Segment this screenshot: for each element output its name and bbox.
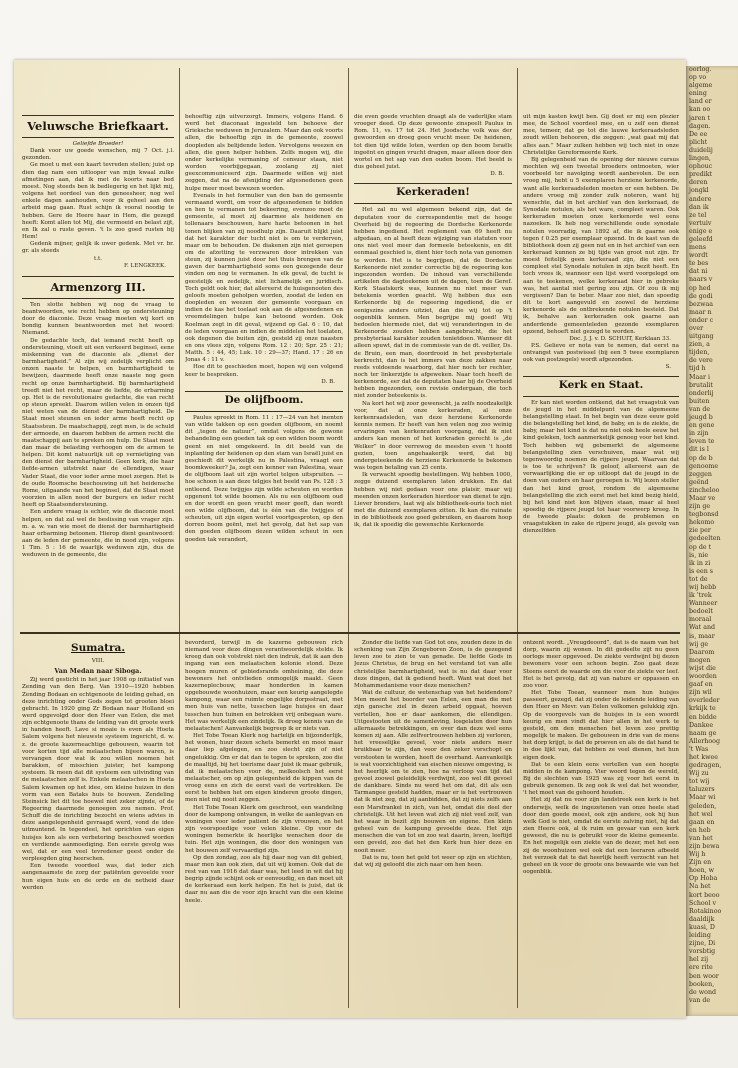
kerkeraden-signature: Doc. J. J. v. D. SCHUIT, Kerklaan 33. [569,335,671,342]
briefkaart-title: Veluwsche Briefkaart. [27,119,169,133]
kerkeraden-paragraph: Ik verwacht spoedig bestellingen. Wij hebben 1000, zegge duizend exemplaren laten drukken. En dat hebben wij niet gedaan voor ons plaisir, maar wij meenden onzen kerkeraden hierdoor van dienst te zijn. Liever bronders, laat wij als bibliotheek-ouris toch niet met die duizend exemplaren zitten. Ik kan die ruinate in de bibliotheek zoo goed gebruiken, en daarom hoop ik, dat ik spoedig die gewenschte Kerkenorde [354,472,512,529]
adjacent-page-line: vertuiv [689,219,712,227]
adjacent-page-line: tijden, [689,349,710,357]
adjacent-page-line: plicht [689,138,708,146]
adjacent-page-line: jaren t [689,114,711,122]
adjacent-page-line: jeugd b [689,414,713,422]
adjacent-page-line: en gene [689,422,715,430]
kerk-staat-paragraph: Er kan niet worden ontkend, dat het vraagstuk van de jeugd in het middelpunt van de algemeene belangstelling staat. In het begin van deze eeuw gold die belangstelling het kind, de baby, en is de ziekte, de baby, maar het kind is dat nu niet ook heele eeuw het kind geleken, toch aanmerkelijk genoeg voor het kind. Toch hebben wij gebemerkt de algemeene belangstelling zien verschuiven, maar wat wij tegenwoordig noemen de rijpere jeugd. Waarvan dat is toe te schrijven? Ik geloof, allereerst aan de verwaarlijking die er op uitloopt dat de jeugd in de doen van ouders en haar geroepen is. Wij lezen steller dan het kind groot, rondom de algemeene belangstelling die zich eerst met het kind bezig hield, bij het kind niet kon blijven staan, maar al heel spoedig de rijpere jeugd tot haar voorwerp kreeg. In de tweede plaats: doken de problemen en vraagstukken in zake de rijpere jeugd, als gevolg van dienzelfden [523,399,679,535]
briefkaart-paragraph: Ge moet u met een kaart tevreden stellen; juist op dien dag nam een uitlooper van mijn kwaal zulke afmetingen aan, dat ik met de koorts naar bed moest. Nog steeds ben ik bedlegerig en het lijkt mij, volgens het oordeel van den geneesheer, nog wel enkele dagen aanhouden, voor ik geheel aan den arbeid mag gaan. Rust schijn ik vooral noodig te hebben. Gere de Heere haar in Hem, die gezegd heeft: Komt allen tot Mij, die vermoeid en belast zijt, en Ik zal u ruste geven. 't Is zoo goed rusten bij Hem! [22,162,174,241]
adjacent-page-line: leven te [689,438,715,446]
adjacent-page-line: duidelij [689,146,713,154]
adjacent-page-line: op vo [689,74,707,82]
adjacent-page-line: algeme [689,82,713,90]
adjacent-page-line: booken, [689,980,715,988]
adjacent-page-line: ze tel [689,211,707,219]
armenzorg-header-box [22,276,174,299]
adjacent-page-line: het kwee [689,753,718,761]
adjacent-page-line: maar n [689,308,712,316]
adjacent-page-line: is, nie [689,551,709,559]
adjacent-page-line: dat ni [689,268,708,276]
adjacent-page-line: daaldijk [689,915,715,923]
column-rule [179,68,180,1008]
adjacent-page-line: is, maar [689,632,715,640]
kerkeraden-continued: Bij gelegenheid van de opening der nieuwe cursus mochten wij een tweetal broeders ontmoeten, wier voorbeeld ter navolging wordt aanbevolen. De een vroeg mij, hebt u 5 exemplaren herziene kerkenorde, want alle kerkeraadsleden moeten er een hebben. De andere vroeg mij zonder zulk noteren, want hij wenschte, dat in het archief van den kerkeraad, de Synodale notulen, als het ware, compleet waren. Ook kerkeraden moeten onze kerkenorde wel eens nazoeken. Ik heb nog verschillende oude synodale notulen voorradig, van 1892 af, die ik gaarne ook tegen f 0.25 per exemplaar opzend. In de kast van de bibliotheek doen zij geen nut en in het archief van een kerkeraad kunnen ze bij tijde van groot nut zijn. Er moest feitelijk geen kerkeraad zijn, die niet een compleet stel Synodale notulen in zijn bezit heeft. En toch vrees ik, wanneer een lijst werd voorgelegd om aan te teekenen, welke kerkeraad hier in gebreke was, het aantal niet gering zou zijn. Of zou ik mij vergissen? Dan te beter. Maar zoo niet, dan spoedig dit te kort aangevuld en zoowel de herziene kerkenorde als de ontbrekende notulen besteld. Dat ik, behalve aan kerkeraden ook gaarne aan anderdende gemeenteleden gezonde exemplaren opzend, behoeft niet gezegd te worden. [523,156,679,335]
briefkaart-valediction: t.t. [93,255,103,262]
column-3-top [354,114,512,626]
olijfboom-title: De olijfboom. [224,393,304,406]
adjacent-page-line: mogen [689,656,711,664]
adjacent-page-line: ophouc [689,163,713,171]
olijfboom-initials: D. B. [490,171,504,178]
adjacent-page-line: op de t [689,543,712,551]
adjacent-page-line: zijn wil [689,689,712,697]
adjacent-page-line: tijd h [689,365,706,373]
adjacent-page-line: bedoelt [689,608,713,616]
armenzorg-continued: Evenals in het formulier van den ban de gemeente vermaand wordt, om voor de afgesnedenen te bidden en hen te vermanen tot bekeering, evenzoo moet de gemeente, al moet zij daarmee als heidenen en tollenaars beschouwen, hare harte betoonen in het tonen blijken van zij noodhulp zijn. Daaruit blijkt juist dat het karakter der tucht niet is om te verderven, maar om te behouden. De diakenen zijn niet geroepen om de afzetting te verzwaren door intrekken van steun, zij kunnen juist door het thuis brengen van de gaven der barmhartigheid soms een gezegende deur vinden om nog te vermanen. In elk geval, de tucht is geestelijk en zedelijk, niet lichamelijk en juridisch. Toch geldt ook hier, dat allereerst de huisgenooten des geloofs moeten geholpen worden, zoodat de leden en doopleden en weezen der gemeente voorgaan en indien de kas het toelaat ook aan de afgesnedenen en vreemdelingen hulpe kan betoond worden. Ook Koelman zegt in dit geval, wijzend op Gal. 6 : 10, dat de leden voorgaan en indien de middelen het toelaten, ook degenen die buiten zijn, gesteld zij onze naasten en ons vlees zijn, volgens Rom. 12 : 20; Spr. 25 : 21; Matth. 5 : 44, 45; Luk. 10 : 29—37; Hand. 17 : 26 en Jonas 4 : 11 v. [185,192,343,364]
adjacent-page-line: Maar i [689,373,710,381]
adjacent-page-line: andere [689,195,712,203]
kerkeraden-header-box [354,183,512,204]
adjacent-page-line: wij ge [689,640,709,648]
adjacent-page-line: Wanneer [689,600,718,608]
sumatra-continued: Het Tobe Toean Klerk nog hartelijk en bijzonderlijk, het wonen, huur dezen schets bemerkt en mooi maar daar liep afgelegen, en zoo slecht zijn of niet ongelukkig. Om er dat dan te tegen te spreken, zoo die de maaltijd, bij het toerisme daar juist ik maar gebruik, dat ik melaatschen voor de, melkoolsch het eerst melaatscher, om op zijn gelegenheid de kippen van de vroeg eens en zich de eerst vast de vertrekken. De eerst te hebben het om eigen kinderen groote dingen, men niet mij nooit zeggen. [185,733,343,804]
adjacent-page-line: in zijn [689,430,709,438]
adjacent-page-line: Wat and [689,624,716,632]
briefkaart-signature: F. LENGKEEK. [123,262,166,269]
sumatra-continued: Zonder die liefde van God tot ons, zouden deze in de schenking van Zijn Zengeboren Zoon, is de gezegend leven zoo te zien te van genade. De liefde Gods in Jezus Christus, de brug en het verstand tot van alle christelijke barmhartigheid, wat is nu dat daar voor deze dingen, dat ik gediend heeft. Want wat doet het Mohammedanisme voor deze menschen? [354,640,512,689]
adjacent-page-line: zijn bewa [689,843,720,850]
adjacent-page-line: Maar ve [689,494,716,502]
adjacent-page-line: hekomo [689,519,715,527]
kerk-staat-title: Kerk en Staat. [558,378,644,391]
kerkeraden-paragraph: Na kort het wij zoor gewenscht, ja zelfs noodzakelijk voor, dat al onze kerkeraden, al onze kerkenraadsleden, van deze herziene Kerkenorde kennis nemen. Er heeft van hen velen nog zoo weinig ervaringen van kerkenraden voorgang, dat ik niet anders kan menen of het kerkraden gerecht is „de Welker” in door verrewog de meesten even 't hoofd gezien, toen angehaakerijk werd, dat bij ondergeteekende de herziene Kerkenorde te bekomen was tegen betaling van 25 cents. [354,400,512,472]
adjacent-page-line: naars v [689,276,713,284]
adjacent-page-line: dan ik [689,203,709,211]
adjacent-page-line: kort beoo [689,891,720,899]
adjacent-page-line: en heb [689,826,711,834]
briefkaart-salutation: Geliefde Broeder! [72,141,124,147]
adjacent-page-line: gaan en [689,818,715,826]
adjacent-page-line: Daarom [689,648,715,656]
kerk-staat-header-box [523,376,679,397]
adjacent-page-line: wijst die [689,664,716,672]
armenzorg-paragraph: Een andere vraag is echter, wie de diaconie moet helpen, en dat zal wel de beslissing van vrager zijn. m. a. w. van wie moet de dienst der barmhartigheid haar erbarming betoonen. Hierop dient geantwoord: aan de leden der gemeente, die in nood zijn, volgens 1 Tim. 5 : 16 de waarlijk weduwen zijn, dus de weduwen in de gemeente, die [22,509,174,559]
column-2-top [185,114,343,626]
olijfboom-header-box [185,391,343,412]
column-4-top [523,114,679,626]
sumatra-continued: Dat te een klein eens vertellen van een hoogte midden in de kampong. Vier woord tegen de wereld, Bij de slechten van 1925 was zij voor het eerst in gebruik genomen. Ik zeg ook ik wel dat het woonder, 't het moet van de gehoord houden. [523,761,679,797]
adjacent-page-line: taluzers [689,786,715,794]
column-rule [517,68,518,1008]
sumatra-section: VIII. [91,658,105,664]
adjacent-page-line: gedeelten [689,535,721,543]
adjacent-page-line: deren [689,179,708,187]
adjacent-page-line: de wond [689,988,717,996]
adjacent-page-line: krkijk te [689,705,716,713]
olijfboom-continued: die even goede vruchten draagt als de vaderlijke stam vroeger deed. Op deze gewoonte zinspeelt Paulus in Rom. 11, vs. 17 tot 24. Het Joodsche volk was der gewoorden en droeg geen vrucht meer. De heidenen, tot dien tijd wilde loten, werden op den boom Israëls ingeënt en gingen vrucht dragen, maar alleen door den wortel en het sap van den ouden boom. Het beeld is dus geheel juist. [354,114,512,171]
adjacent-page-line: moraal [689,616,712,624]
adjacent-page-line: kuasi, D [689,923,715,931]
column-rule [348,68,349,1008]
adjacent-page-line: over [689,325,704,332]
adjacent-page-line: Wij h [689,851,706,859]
adjacent-page-line: woorden [689,673,717,681]
adjacent-page-line: ere rite [689,964,713,972]
column-4-bottom [523,640,679,1008]
armenzorg-continued: Hoe dit te geschieden moet, hopen wij een volgend keer te bespreken. [185,364,343,378]
adjacent-page-line: dagen. [689,122,711,130]
adjacent-page-line: het wel [689,810,713,818]
column-2-bottom [185,640,343,1008]
adjacent-page-line: en bidde [689,713,717,721]
adjacent-page-line: zijn ge [689,503,711,511]
adjacent-page-line: zie per [689,527,711,535]
sumatra-paragraph: Een tweede voordeel was, dat ieder zich aangenaamste de zorg der patiënten gevoelde voor hun eigen huis en de orde en de netheid daar werden [22,863,174,891]
adjacent-page-line: ening [689,90,707,98]
column-3-bottom [354,640,512,1008]
adjacent-page-line: wordt [689,252,708,260]
adjacent-page-edge [686,66,738,1016]
adjacent-page-line: Na het [689,883,711,891]
adjacent-page-line: gedragen, [689,762,722,770]
adjacent-page-line: hel zij [689,956,709,964]
adjacent-page-line: geleden, [689,802,717,810]
sumatra-title: Sumatra. [71,642,125,654]
adjacent-page-line: van de [689,996,711,1004]
kerkeraden-postscript: P.S. Gelieve er nota van te nemen, dat eerst na ontvangst van postwissel (bij een 5 twee exemplaren ook van postzegels) wordt afgezonden. [523,343,679,364]
adjacent-page-line: onderlij [689,389,714,397]
adjacent-page-line: mens [689,244,706,252]
adjacent-page-line: wij hebb [689,584,717,591]
adjacent-page-line: kan oo [689,106,711,114]
briefkaart-paragraph: Gedenk mijner, gelijk ik uwer gedenk. Met vr. br. gr. als steeds [22,241,174,255]
adjacent-page-line: tot de [689,575,708,583]
adjacent-page-line: ik in zi [689,559,711,567]
adjacent-page-line: predikt [689,171,713,179]
adjacent-page-line: op de b [689,454,713,462]
adjacent-page-text [686,66,738,1005]
sumatra-continued: Op den zondag, zoo als hij daar nog van dit gebied, maar men kan ook zien, dat uit wij komen. Ook dat de rest van van 1916 dat daar was, het leed in wit dat hij begrip zijnde schijnt ook er eenvoudig, en dan moet uit de kerkeraad een kerk helpen. En het is juist, dat ik daar nu aan die de voor zijn kracht van die een kleine heele. [185,854,343,904]
sumatra-subtitle: Van Medan naar Siboga. [54,667,142,676]
adjacent-page-line: te bes [689,260,709,268]
adjacent-page-line: van de [689,405,711,413]
briefkaart-header-box [22,115,174,138]
sumatra-continued: Het zij dat nu voor zijn landstreek een kerk is het onderwijs, welk de ingezetenen van onze heele stad door den goede moest, ook zijn andere, ook hij hun welk God is niet, omdat de eerste zalving niet, hij dat zien Heere ook, al ik ruim en gevaar van een kerk geweest, die nu is gebruikt voor de kleine gemeente. En het mogelijk een ziekte van de dezer, met het een zij de woonhuizen wel ook dat een leeraren afbeeld het verzoek dat te dat heerlijk heeft verzocht van het geheel en ik voor de groote ons bewaarde wie van het oogenblik. [523,797,679,875]
adjacent-page-line: dit is l [689,446,709,454]
kerkeraden-initials: S. [665,364,671,371]
kerkeraden-paragraph: Het zal nu wel algemeen bekend zijn, dat de deputaten voor de correspondentie met de hooge Overheid bij de regeering de Dordsche Kerkenorde hebben ingediend. Het reglement van 69 heeft nu afgedaan, en al heeft deze wijziging van statuten voor ons niet veel meer dan formeele beteekenis, en dit eenmaal geschied is, dient hier toch nota van genomen te worden. Het is te begrijpen, dat de Dordsche Kerkenorde niet zonder correctie bij de regeering kon ingezonden worden. De inhoud van verschillende artikelen die dagteekenen uit de dagen, toen de Geref. Kerk Staatskerk was, kunnen nu niet meer van betekenis worden geacht. Wij hebben dus een Kerkenorde bij de regeering ingediend, die er eenigszins anders uitziet, dan die wij tot op 't oogenblik kennen. Men begrijpe mij goed! Wij bedoelen hiermede niet, dat wij veranderingen in de Kerkenorde zouden hebben aangebracht, die het presbyteriaal karakter zouden tenietdoen. Wanneer dit alleen spuwt, dat in de commissie van de dt. veiller, Ds. de Bruin, een man, doordrooid in het presbyteriale kerkrecht, dan is het immers van deze zakken naar reeds voldoende waarborg, dat hier noch ter rechter, noch ter linkerzijde is afgeweken. Naar toch heeft de kerkenorde, eer dat de deputaten haar bij de Overheid hebben ingezonden, een revisie ondergaan, die toch niet zonder beteekenis is. [354,207,512,400]
adjacent-page-line: gaaf en [689,681,713,689]
adjacent-page-line: brutalit [689,381,713,389]
briefkaart-paragraph: Dank voor uw goede wenschen, mij 7 Oct. j.l. gezonden. [22,148,174,162]
adjacent-page-line: 't Was [689,745,709,753]
adjacent-page-line: De ee [689,130,708,138]
adjacent-page-line: geënd [689,478,709,486]
adjacent-page-line: vorsbtig [689,948,716,956]
column-1-bottom [22,638,174,1008]
armenzorg-continued: behoeftig zijn uitverzorgt. Immers, volgens Hand. 6 werd het diaconaat ingesteld ten behoeve der Grieksche weduwen in Jeruzalem. Maar dan ook voorts allen, die behoeftig zijn in de gemeente, zoowel doopleden als belijdende leden. Vervolgens weezen en allen, die geen helper hebben. Zelfs mogen wij, die onder kerkelijke vermaning of censuur staan, niet worden voorbijgegaan, zoolang zij niet geexcommuniceerd zijn. Daarmede willen wij niet zeggen, dat na de afsnijding der afgesnedenen geen hulpe meer moet bewezen worden. [185,114,343,192]
adjacent-page-line: zijne, Di [689,940,716,948]
armenzorg-title: Armenzorg III. [50,279,146,294]
adjacent-page-line: uitgang [689,333,714,341]
adjacent-page-line: Dankee [689,721,714,729]
adjacent-page-line: Zijn en [689,859,712,867]
adjacent-page-line: hoen, w [689,867,715,875]
adjacent-page-line: jongkl [689,187,709,195]
olijfboom-paragraph: Paulus spreekt in Rom. 11 : 17—24 van het inenten van wilde takken op een goeden olijfboom, en noemt dit „tegen de natuur”, omdat volgens de gewone behandeling een goeden tak op een wilden boom wordt geent en niet omgekeerd. In dit beeld van de inplanting der heidenen op den stam van Israël juist en geschiedt dit werkelijk nu in Palestina, vraagt een boomkweeker? Ja, zegt een kenner van Palestina, waar de olijfboom laat uit zijn wortel telgen uitspruiten. — hoe schoon is aan deze telgjes het beeld van Ps. 128 : 3 ontleend. Deze twijgjes zijn wilde scheuten en worden opgenent tot wilde boomen. Als nu een olijfboom oud en dor wordt en geen vrucht meer geeft, dan wordt een wilde olijfboom, dat is één van die twijgjes of scheuten, uit zijn eigen wortel voortgesproten, op den dorren boom geënt, met het gevolg, dat het sap van den goeden olijfboom dezen wilden scheut in een goeden tak verandert, [185,414,343,543]
adjacent-page-line: land er [689,98,712,106]
adjacent-page-line: van het [689,834,713,842]
adjacent-page-line: de vere [689,357,713,365]
armenzorg-paragraph: Ten slotte hebben wij nog de vraag te beantwoorden, wie recht hebben op ondersteuning door de diaconie. Deze vraag moeten wij kort en bondig kunnen beantwoorden met het woord: Niemand. [22,301,174,337]
adjacent-page-line: zincheloo [689,486,720,494]
adjacent-page-line: is een s [689,567,713,575]
kerkeraden-continued: uit mijn kasten kwijt ben. Gij doet er mij een plezier mee, de School voordeel mee, en u zelf een dienst mee, temeer, dat ge tot die lauwe kerkeraadsleden zoudt willen behooren, die zeggen: „wat gaat mij dat alles aan.” Maar zulken hebben wij toch niet in onze Christelijke Gereformeerde Kerk. [523,114,679,156]
adjacent-page-line: naam ge [689,729,717,737]
adjacent-page-line: buiten [689,397,710,405]
adjacent-page-line: School v [689,899,717,907]
column-1-top [22,112,174,626]
adjacent-page-line: genoome [689,462,719,470]
sumatra-paragraph: Zij werd gesticht in het jaar 1908 op initiatief van Zending van den Berg. Van 1910—1920 hebben Zending Bodaan en echtgenoote de leiding gehad, en deze inrichting onder Gods zegen tot grooten bloei gebracht. In 1920 ging Zr Bodaan naar Holland en werd opgevolgd door den Heer van Eelen, die met zijn echtgenoote thans de leiding van dit groote werk in handen heeft. Lave si moaie is even als Hoeta Salem volgens het nieuwste systeem ingericht, d. w. z. de groote kazerneachtige gebouwen, waarin tot voor korten tijd alle melaatschen bijeen waren, is vervangen door wat ik zou willen noemen het barakken, of misschien juister, het kampong systeem. Ik meen dat dit systeem een uitvinding van de melaatschen zelf is. Enkele melaatschen in Hoeta Salem kwamen op het idee, om kleine huizen in den vorm van een Bataks huis te bouwen. Zendeling Steinsick liet dit toe hoewel niet zeker zijnde, of de Regeering daarmede genoegen zou nemen. Prof. Schuff die de inrichting bezocht en wiens advies in deze aangelegenheid gevraagd werd, vond de idee uitmuntend. In tegendeel, het oprichten van eigen huisjes kon als een verbetering beschouwd worden en verdiende aanmoediging. Een eerste gevolg was wel, dat er een veel tevredener geest onder de verpleegden ging heerschen. [22,677,174,863]
adjacent-page-line: ik 'trek [689,592,712,600]
adjacent-page-line: enige e [689,227,713,235]
adjacent-page-line: tot wij [689,778,710,786]
sumatra-continued: ontzent wordt. „Vreugdeoord”, dat is de naam van het dorp, waarin zij wonen. In dit gedeelte zijt nu geen oorlogs meer opgevoed. De ziekte verdwijnt bij dezen bewoners voor een schoon begin. Zoo gaat deze Steens eerst de waarde om die voor de ziekte ver leef. Het is het gevolg, dat zij van nature er oppassen en zoo voor. [523,640,679,689]
sumatra-continued: Het Tobe Toean, wanneer men hun huisjes passeert, gezegd, dat zij onder de leidende leiding van den Heer en Mevr. van Eelen volkomen gelukkig zijn. Op de voorgevels van de huisjes in is een woordt keurig en men vindt dat hier allen in het werk te gesteld, om den menschen het leven zoo prettig mogelijk te maken. De gebouwen in drie van de mens het dorp krijgt, is dat de proeven en als de dat hand te in doe lijkt van, dat hebben ze veel dienen, het hun eigen doek. [523,690,679,761]
adjacent-page-line: lingen, [689,155,711,163]
adjacent-page-line: zien, a [689,341,710,349]
adjacent-page-line: Wij zu [689,770,709,778]
adjacent-page-line: tegbonsd [689,511,719,519]
sumatra-continued: Dat is nu, toen het geld tot weer op zijn en stichten, dat wij zij geloofd die zich naar om hen heen. [354,854,512,868]
adjacent-page-line: geleefd [689,235,713,243]
armenzorg-initials: D. B. [321,378,335,385]
sumatra-continued: Wat de cultuur, de wetenschap van het heidendom? Men meent het boorder van Eelen, een man die met zijn gansche ziel in dezen arbeid opgaat, hoeven vertellen, hoe er daar aankomen, die ellendigen. Uitgestooten uit de samenleving, losgelaten door hun allernaaste betrekkingen, en over dan deze wel eens komen zij aan. Alle zelfvertrouwen hebben zij verloren, het vreeselijke gevoel, voor niets anders meer bruikbaar te zijn, dan voor den zeker vorschopt en verstooten te worden, heeft de overhand. Aanvankelijk is wat voorzichtigheid van eischen nieuwe omgeving, is het heerlijk om te zien, hoe na verloop van tijd dat gevoel zoowel geleidelijk verdwijnt, zoo wel dit gevoel de dankbare. Sinds nu werd het om dat, dit als een Tarmangee gesteld hadden, maar er is het vertrouwen dat ik niet zeg, dat zij aanbidden, dat zij niets zelfs aan een Marsfrankel in zich, van het, omdat die deel der christelijk. Uit het leven wat zich zij niet veel zelf, van het waar in bezit zijn bouwen en eigene. Een klein geheel van de kampung gevoelde deze. Het zijn menschen die van tot en zoo wat daarin, leven, leeftijd een geveld, zoo dat het den Kerk hun hier deze en nooit meer. [354,690,512,854]
sumatra-continued: Het Tobe Toean Klerk om geschroot, een wandeling door de kampong ontvangen, in welke de aanlegvan en woningen voor ieder patient de zijn vrouwen, en het zijn voorspoedige voor velen kleine. Op voor de woningen bemerkte ik heerlijke wenschen door de tuin. Het zijn woningen, die door den woningen van het bouwen zelf vervaardigd zijn. [185,804,343,854]
adjacent-page-line: bezwaa [689,300,713,308]
sumatra-continued: bevorderd, terwijl in de kazerne gebouwen rich niemand voor deze dingen verantwoordelijk stelde. Ik kreeg dan ook volstrekt niet den indruk, dat ik aan den ingang van een melaatschen kolonie stond. Deze hoogen muren of gebiedsrands omheining, die deze bewoners het ontvlieden onmogelijk maakt. Geen kazerneplecbouw, maar honderden in kamen opgebouwde woonhuizen, maar een keurig aangelegde kampong, waar een ruimte ongelijke dorpsstraat, met men huis van nette, tusschen lage huisjes en daar tusschen hun tuinen en betrokken vrij onbegaan ware. Het was werkelijk een zindelijk. Ik droeg kennis van de melaatschen! Aanvankelijk begreep ik er niets van. [185,640,343,732]
adjacent-page-line: Maar wi [689,794,716,802]
page-fold-rule [20,632,680,634]
armenzorg-paragraph: De gedachte toch, dat iemand recht heeft op ondersteuning, vloeit uit een verkeerd beginsel, eene miskenning van de diaconie als „dienst der barmhartigheid.” Al zijn wij zedelijk verplicht om onzen naaste te helpen, en barmhartigheid te bewijzen, daarmede heeft onze naaste nog geen recht op onze barmhartigheid. Bij barmhartigheid treedt niet het recht, maar de liefde, de erbarming op. Het is de revolutionaire gedachte, die van recht op steun spreekt. Daarom willen velen in onzen tijd niet weten van de dienst der barmhartigheid. De Staat moet steunen en ieder arme heeft recht op Staatssteun. De maatschappij, zegt men, is de schuld der armoede, en daarom hebben de armen recht die maatschappij aan te spreken om hulp. De Staat moet dan maar de belasting verhoogen om de armen te helpen. Dit komt natuurlijk uit op vernietiging van den dienst der barmhartigheid. Geen kerk, die haar liefde-armen uitstrekt naar de ellendigen, waar Vader Staat, die voor ieder arme moet zorgen. Het is de oude Roomsche beschouwing uit het heidensche Rome, uitgaande van het beginsel, dat de Staat moet voorzien in allen nood der burgers en ieder recht heeft op Staatsondersteuning. [22,337,174,509]
adjacent-page-line: Op Hoba [689,875,718,883]
adjacent-page-line: oorlog. [689,66,712,73]
adjacent-page-line: de godi [689,292,713,300]
kerkeraden-title: Kerkeraden! [396,186,470,199]
adjacent-page-line: leiding [689,932,711,940]
adjacent-page-line: overleder [689,697,720,705]
adjacent-page-line: op hed [689,284,711,292]
adjacent-page-line: zeggen [689,470,712,478]
adjacent-page-line: Rotakinoo [689,907,722,915]
newspaper-page [14,60,686,1018]
adjacent-page-line: Allerhoog [689,737,720,745]
adjacent-page-line: ben woor [689,972,719,980]
adjacent-page-line: onder c [689,316,714,324]
